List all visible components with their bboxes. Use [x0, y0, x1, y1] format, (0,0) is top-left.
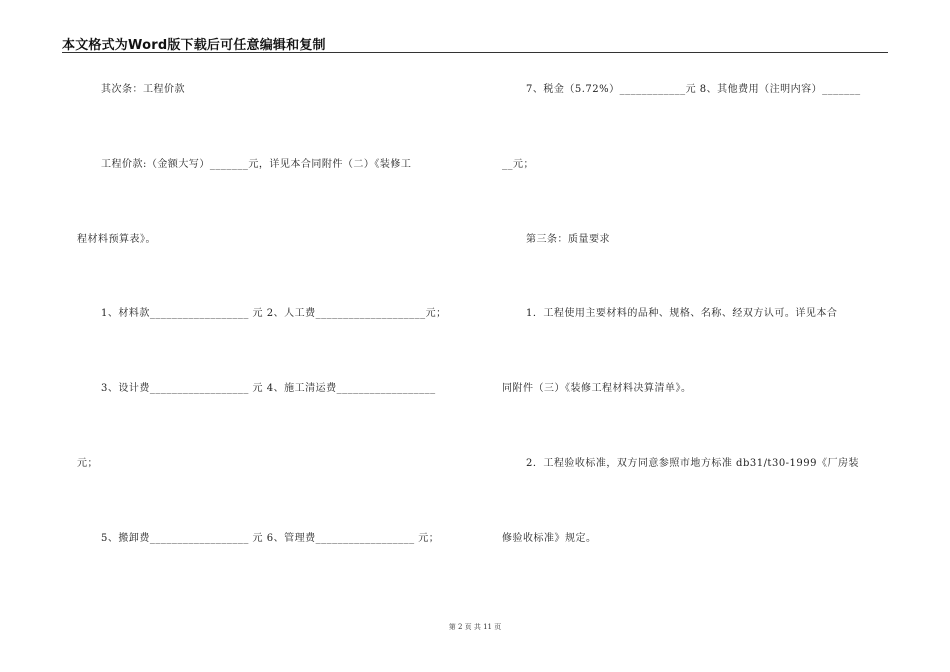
header-divider — [62, 52, 888, 53]
clause-heading-quality: 第三条：质量要求 — [526, 234, 610, 245]
quality-item-2: 2．工程验收标准，双方同意参照市地方标准 db31/t30-1999《厂房装 — [526, 458, 860, 469]
fee-line-5-6: 5、搬卸费__________________ 元 6、管理费__________________ 元； — [101, 533, 440, 544]
page-number: 第 2 页 共 11 页 — [448, 623, 502, 631]
fee-line-1-2: 1、材料款__________________ 元 2、人工费____________________元； — [101, 308, 447, 319]
fee-line-3-4: 3、设计费__________________ 元 4、施工清运费__________________ — [101, 383, 436, 394]
fee-line-7-8: 7、税金（5.72%）____________元 8、其他费用（注明内容）_______ — [526, 84, 861, 95]
fee-line-7-8-continuation: __元； — [502, 159, 534, 170]
price-amount-line: 工程价款:（金额大写）_______元，详见本合同附件（二）《装修工 — [101, 159, 412, 170]
clause-heading-price: 其次条：工程价款 — [101, 84, 185, 95]
quality-item-2-continuation: 修验收标准》规定。 — [502, 533, 597, 544]
quality-item-1: 1．工程使用主要材料的品种、规格、名称、经双方认可。详见本合 — [526, 308, 838, 319]
quality-item-1-continuation: 同附件（三）《装修工程材料决算清单》。 — [502, 383, 692, 394]
document-header-title: 本文格式为Word版下载后可任意编辑和复制 — [62, 38, 326, 53]
fee-line-3-4-continuation: 元； — [77, 458, 98, 469]
price-amount-continuation: 程材料预算表》。 — [77, 234, 156, 245]
